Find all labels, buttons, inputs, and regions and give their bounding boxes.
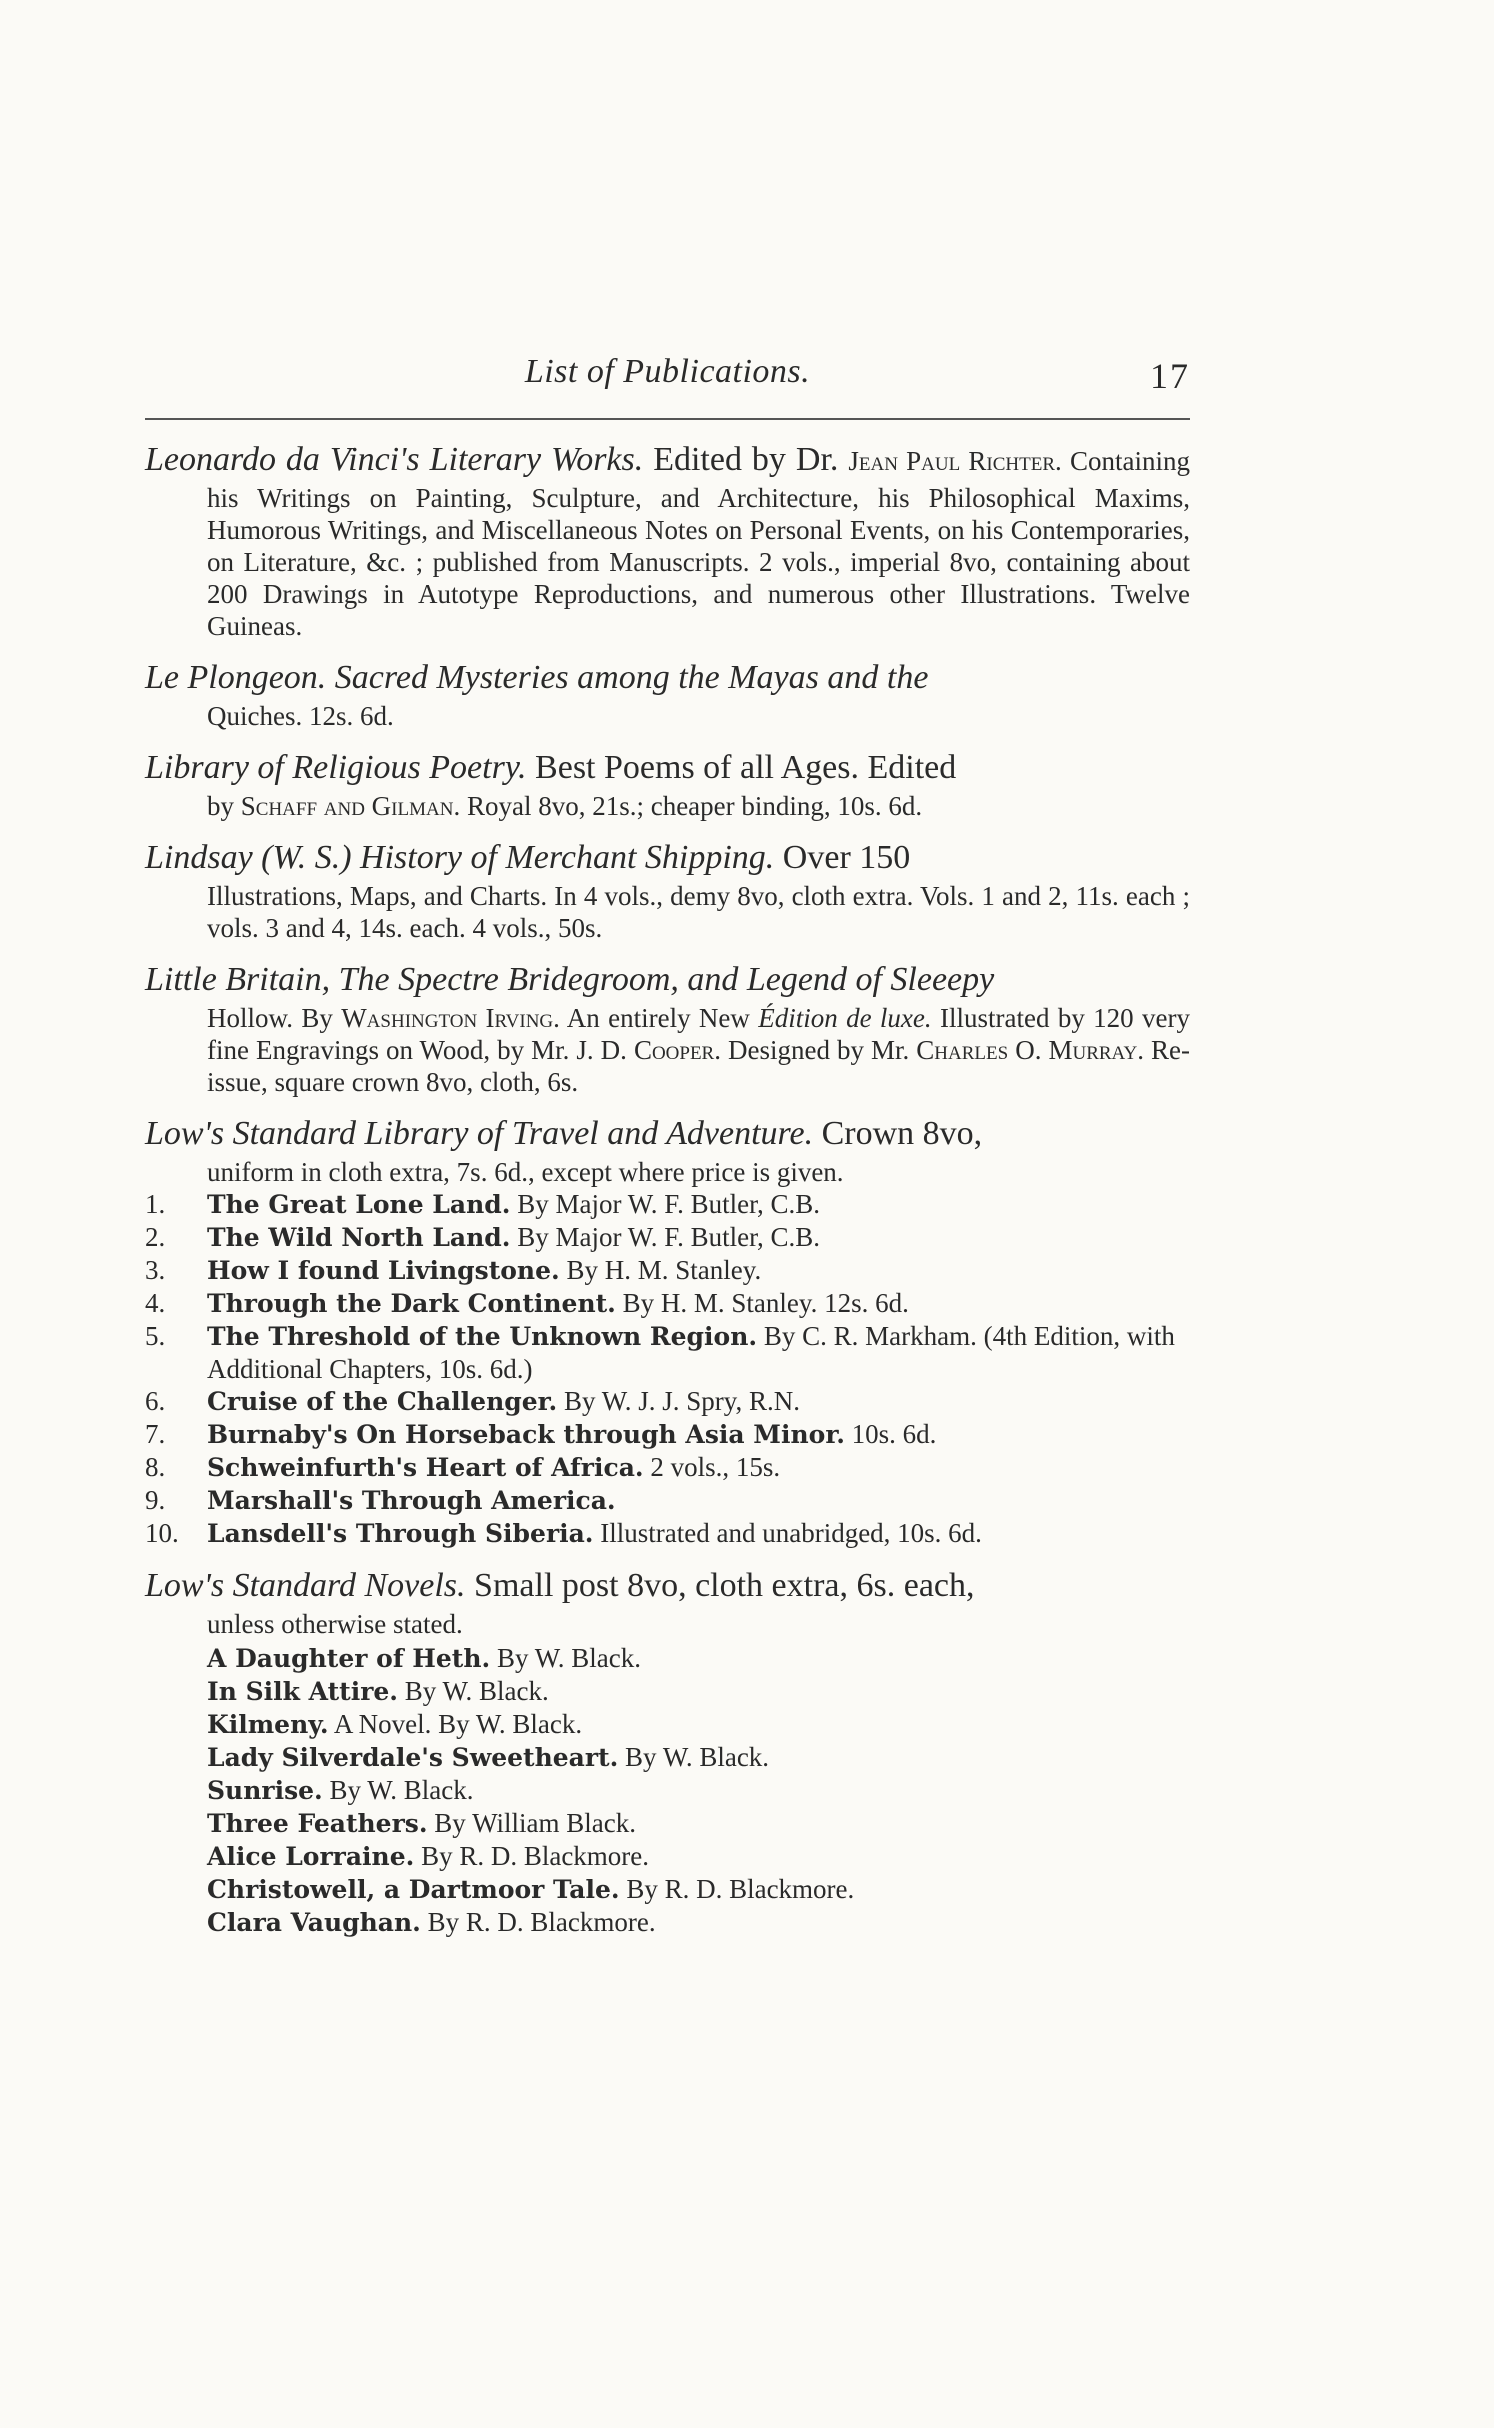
list-item: In Silk Attire. By W. Black. (207, 1676, 549, 1706)
list-item: 8. Schweinfurth's Heart of Africa. 2 vols., 15s. (145, 1452, 781, 1482)
list-item: Alice Lorraine. By R. D. Blackmore. (207, 1841, 650, 1871)
entry-title: Little Britain, The Spectre Bridegroom, and Legend of Sleeepy (145, 961, 995, 998)
publication-list (145, 438, 1190, 1939)
entry-plongeon: Le Plongeon. Sacred Mysteries among the Mayas and the Quiches. 12s. 6d. (145, 659, 929, 731)
entry-title: Low's Standard Library of Travel and Adventure. (145, 1115, 814, 1152)
list-item: Sunrise. By W. Black. (207, 1775, 474, 1805)
entry-title: Lindsay (W. S.) History of Merchant Shipping. (145, 839, 775, 876)
entry-author: Jean Paul Richter. (848, 446, 1062, 476)
list-item: Kilmeny. A Novel. By W. Black. (207, 1709, 583, 1739)
list-item: 4. Through the Dark Continent. By H. M. Stanley. 12s. 6d. (145, 1288, 909, 1318)
header-rule (145, 418, 1190, 420)
list-item: Three Feathers. By William Black. (207, 1808, 636, 1838)
list-item: 1. The Great Lone Land. By Major W. F. Butler, C.B. (145, 1189, 820, 1219)
list-item: 3. How I found Livingstone. By H. M. Stanley. (145, 1255, 762, 1285)
entry-religious-poetry: Library of Religious Poetry. Best Poems of all Ages. Edited by Schaff and Gilman. Royal 8vo, 21s.; cheaper binding, 10s. 6d. (145, 749, 957, 821)
running-header (145, 345, 1190, 405)
list-item: 10. Lansdell's Through Siberia. Illustrated and unabridged, 10s. 6d. (145, 1518, 982, 1548)
novels-list (145, 1642, 1190, 1939)
entry-little-britain: Little Britain, The Spectre Bridegroom, and Legend of Sleeepy Hollow. By Washington Irving. An entirely New Édition de luxe. Illustrated by 120 very fine Engravings on Wood, by Mr. J. D. Cooper. Designed by Mr. Charles O. Murray. Re-issue, square crown 8vo, cloth, 6s. (145, 961, 1190, 1097)
list-item: 7. Burnaby's On Horseback through Asia Minor. 10s. 6d. (145, 1419, 937, 1449)
list-item: Lady Silverdale's Sweetheart. By W. Black. (207, 1742, 770, 1772)
list-item: 2. The Wild North Land. By Major W. F. Butler, C.B. (145, 1222, 821, 1252)
entry-title: Low's Standard Novels. (145, 1567, 466, 1604)
entry-davinci: Leonardo da Vinci's Literary Works. Edited by Dr. Jean Paul Richter. Containing his Writings on Painting, Sculpture, and Architecture, his Philosophical Maxims, Humorous Writings, and Miscellaneous Notes on Personal Events, on his Contemporaries, on Literature, &c. ; published from Manuscripts. 2 vols., imperial 8vo, containing about 200 Drawings in Autotype Reproductions, and numerous other Illustrations. Twelve Guineas. (145, 441, 1190, 641)
list-item: Christowell, a Dartmoor Tale. By R. D. Blackmore. (207, 1874, 855, 1904)
entry-travel-library: Low's Standard Library of Travel and Adventure. Crown 8vo, uniform in cloth extra, 7s. 6d., except where price is given. (145, 1115, 983, 1187)
page-number: 17 (1150, 356, 1190, 396)
entry-title: Library of Religious Poetry. (145, 749, 527, 786)
travel-list (145, 1188, 1190, 1550)
header-title: List of Publications. (524, 353, 811, 390)
entry-title: Leonardo da Vinci's Literary Works. (145, 441, 644, 478)
entry-title: Le Plongeon. Sacred Mysteries among the Mayas and the (145, 659, 929, 696)
list-item: 6. Cruise of the Challenger. By W. J. J. Spry, R.N. (145, 1386, 801, 1416)
entry-author: Schaff and Gilman. (240, 791, 461, 821)
list-item: A Daughter of Heth. By W. Black. (207, 1643, 641, 1673)
entry-lindsay: Lindsay (W. S.) History of Merchant Shipping. Over 150 Illustrations, Maps, and Charts. In 4 vols., demy 8vo, cloth extra. Vols. 1 and 2, 11s. each ; vols. 3 and 4, 14s. each. 4 vols., 50s. (145, 839, 1190, 943)
entry-author: Washington Irving. (341, 1003, 560, 1033)
list-item: 9. Marshall's Through America. (145, 1485, 616, 1515)
list-item: Clara Vaughan. By R. D. Blackmore. (207, 1907, 656, 1937)
list-item: 5. The Threshold of the Unknown Region. By C. R. Markham. (4th Edition, with Additional Chapters, 10s. 6d.) (145, 1321, 1175, 1384)
entry-standard-novels: Low's Standard Novels. Small post 8vo, cloth extra, 6s. each, unless otherwise stated. (145, 1567, 975, 1639)
